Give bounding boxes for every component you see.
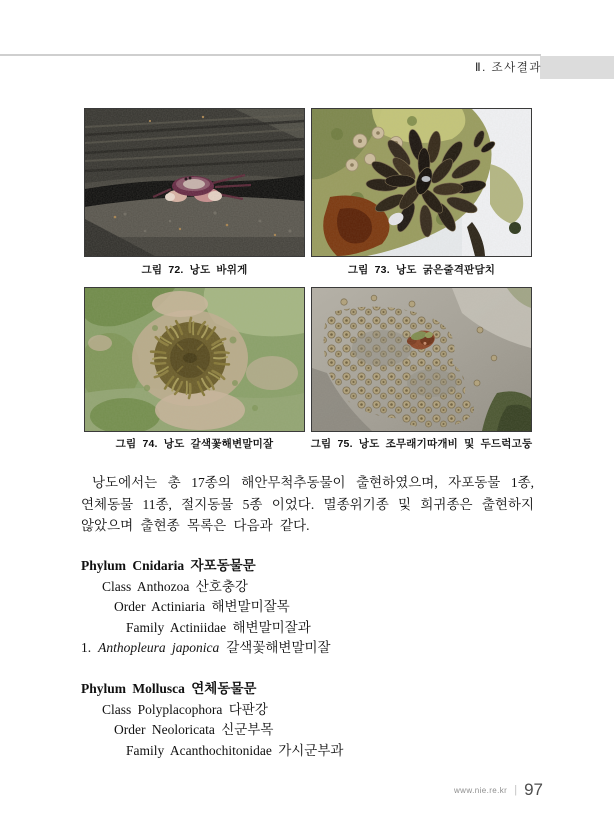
figure-caption-72: 그림 72. 낭도 바위게 — [141, 264, 248, 276]
species-number: 1. — [81, 640, 92, 655]
photo-shore-crab — [84, 108, 305, 257]
family-line: Family Acanthochitonidae 가시군부과 — [126, 742, 344, 758]
family-line: Family Actiniidae 해변말미잘과 — [126, 619, 311, 635]
footer-divider: | — [514, 784, 518, 796]
phylum-heading: Phylum Mollusca 연체동물문 — [81, 681, 257, 696]
order-line: Order Neoloricata 신군부목 — [114, 722, 274, 737]
photo-barnacles-snail — [311, 287, 532, 432]
figure-caption-73: 그림 73. 낭도 굵은줄격판담치 — [347, 264, 496, 276]
header-rule — [0, 54, 541, 56]
class-line: Class Anthozoa 산호충강 — [102, 578, 248, 594]
order-line: Order Actiniaria 해변말미잘목 — [114, 599, 290, 614]
page-footer — [454, 779, 543, 801]
phylum-heading: Phylum Cnidaria 자포동물문 — [81, 558, 256, 573]
taxonomy-section-mollusca — [81, 679, 546, 761]
species-line — [81, 638, 546, 659]
page-number: 97 — [524, 780, 543, 799]
chapter-heading: Ⅱ. 조사결과 — [475, 62, 542, 74]
footer-url: www.nie.re.kr — [454, 785, 508, 795]
figure-caption-75: 그림 75. 낭도 조무래기따개비 및 두드럭고둥 — [310, 438, 533, 450]
chapter-edge-tab — [540, 56, 614, 79]
class-line: Class Polyplacophora 다판강 — [102, 701, 268, 717]
species-scientific-name: Anthopleura japonica — [98, 640, 220, 655]
photo-mussel-cluster — [311, 108, 532, 257]
figure-caption-74: 그림 74. 낭도 갈색꽃해변말미잘 — [115, 438, 274, 450]
photo-sea-anemone — [84, 287, 305, 432]
taxonomy-section-cnidaria — [81, 556, 546, 659]
body-paragraph: 낭도에서는 총 17종의 해안무척추동물이 출현하였으며, 자포동물 1종, 연체동물 11종, 절지동물 5종 이었다. 멸종위기종 및 희귀종은 출현하지 않았으며 출현종 목록은 다음과 같다. — [81, 475, 534, 533]
species-korean-name: 갈색꽃해변말미잘 — [226, 640, 331, 655]
